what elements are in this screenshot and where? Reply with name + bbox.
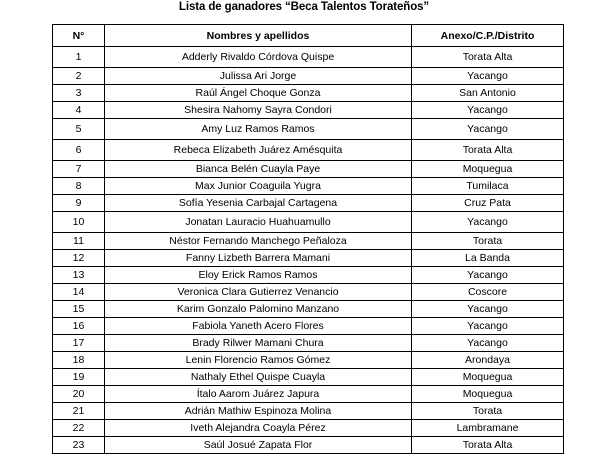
table-row xyxy=(53,318,564,335)
cell-place: Yacango xyxy=(412,267,564,284)
table-row xyxy=(53,47,564,68)
cell-number: 3 xyxy=(53,85,105,102)
cell-place: Yacango xyxy=(412,335,564,352)
cell-place: Coscore xyxy=(412,284,564,301)
cell-number: 14 xyxy=(53,284,105,301)
cell-place: Yacango xyxy=(412,68,564,85)
cell-place: Yacango xyxy=(412,318,564,335)
cell-place: Moquegua xyxy=(412,369,564,386)
cell-name: Raúl Ángel Choque Gonza xyxy=(105,85,412,102)
table-row xyxy=(53,250,564,267)
cell-number: 10 xyxy=(53,212,105,233)
cell-name: Julissa Ari Jorge xyxy=(105,68,412,85)
table-row xyxy=(53,161,564,178)
document-title: Lista de ganadores “Beca Talentos Torateños” xyxy=(178,1,430,13)
table-row xyxy=(53,140,564,161)
cell-name: Shesira Nahomy Sayra Condori xyxy=(105,102,412,119)
table-row xyxy=(53,301,564,318)
cell-number: 13 xyxy=(53,267,105,284)
table-row xyxy=(53,386,564,403)
cell-place: Yacango xyxy=(412,119,564,140)
cell-place: Torata xyxy=(412,403,564,420)
table-row xyxy=(53,119,564,140)
cell-number: 7 xyxy=(53,161,105,178)
cell-number: 22 xyxy=(53,420,105,437)
cell-name: Amy Luz Ramos Ramos xyxy=(105,119,412,140)
cell-place: Arondaya xyxy=(412,352,564,369)
cell-name: Veronica Clara Gutierrez Venancio xyxy=(105,284,412,301)
table-row xyxy=(53,420,564,437)
cell-name: Brady Rilwer Mamani Chura xyxy=(105,335,412,352)
table-row xyxy=(53,437,564,454)
table-row xyxy=(53,195,564,212)
cell-number: 20 xyxy=(53,386,105,403)
cell-number: 17 xyxy=(53,335,105,352)
cell-place: Torata Alta xyxy=(412,437,564,454)
winners-table xyxy=(52,24,564,454)
table-row xyxy=(53,284,564,301)
cell-number: 18 xyxy=(53,352,105,369)
cell-place: Yacango xyxy=(412,301,564,318)
cell-name: Adrián Mathiw Espinoza Molina xyxy=(105,403,412,420)
table-row xyxy=(53,178,564,195)
cell-name: Max Junior Coaguila Yugra xyxy=(105,178,412,195)
cell-name: Fabiola Yaneth Acero Flores xyxy=(105,318,412,335)
cell-name: Sofía Yesenia Carbajal Cartagena xyxy=(105,195,412,212)
header-name: Nombres y apellidos xyxy=(105,25,412,47)
cell-place: Torata xyxy=(412,233,564,250)
cell-place: Tumilaca xyxy=(412,178,564,195)
cell-place: Cruz Pata xyxy=(412,195,564,212)
cell-number: 5 xyxy=(53,119,105,140)
table-row xyxy=(53,212,564,233)
cell-number: 1 xyxy=(53,47,105,68)
cell-place: Yacango xyxy=(412,102,564,119)
cell-number: 6 xyxy=(53,140,105,161)
cell-name: Karim Gonzalo Palomino Manzano xyxy=(105,301,412,318)
cell-number: 11 xyxy=(53,233,105,250)
cell-place: Moquegua xyxy=(412,386,564,403)
table-row xyxy=(53,369,564,386)
table-row xyxy=(53,267,564,284)
cell-name: Ítalo Aarom Juárez Japura xyxy=(105,386,412,403)
table-header-row xyxy=(53,25,564,47)
cell-number: 15 xyxy=(53,301,105,318)
cell-number: 2 xyxy=(53,68,105,85)
table-row xyxy=(53,352,564,369)
table-row xyxy=(53,335,564,352)
cell-place: Torata Alta xyxy=(412,140,564,161)
table-row xyxy=(53,102,564,119)
cell-number: 19 xyxy=(53,369,105,386)
cell-name: Jonatan Lauracio Huahuamullo xyxy=(105,212,412,233)
cell-name: Eloy Erick Ramos Ramos xyxy=(105,267,412,284)
cell-name: Nathaly Ethel Quispe Cuayla xyxy=(105,369,412,386)
cell-name: Iveth Alejandra Coayla Pérez xyxy=(105,420,412,437)
cell-name: Saúl Josué Zapata Flor xyxy=(105,437,412,454)
cell-name: Néstor Fernando Manchego Peñaloza xyxy=(105,233,412,250)
table-row xyxy=(53,85,564,102)
cell-number: 8 xyxy=(53,178,105,195)
table-row xyxy=(53,233,564,250)
cell-name: Bianca Belén Cuayla Paye xyxy=(105,161,412,178)
cell-place: La Banda xyxy=(412,250,564,267)
cell-place: Yacango xyxy=(412,212,564,233)
table-row xyxy=(53,68,564,85)
table-row xyxy=(53,403,564,420)
cell-name: Adderly Rivaldo Córdova Quispe xyxy=(105,47,412,68)
cell-number: 23 xyxy=(53,437,105,454)
cell-number: 4 xyxy=(53,102,105,119)
cell-name: Fanny Lizbeth Barrera Mamani xyxy=(105,250,412,267)
cell-number: 16 xyxy=(53,318,105,335)
cell-number: 21 xyxy=(53,403,105,420)
header-number: N° xyxy=(53,25,105,47)
cell-number: 12 xyxy=(53,250,105,267)
cell-name: Lenin Florencio Ramos Gómez xyxy=(105,352,412,369)
cell-place: San Antonio xyxy=(412,85,564,102)
header-place: Anexo/C.P./Distrito xyxy=(412,25,564,47)
cell-place: Lambramane xyxy=(412,420,564,437)
cell-number: 9 xyxy=(53,195,105,212)
cell-place: Moquegua xyxy=(412,161,564,178)
cell-name: Rebeca Elizabeth Juárez Amésquita xyxy=(105,140,412,161)
cell-place: Torata Alta xyxy=(412,47,564,68)
